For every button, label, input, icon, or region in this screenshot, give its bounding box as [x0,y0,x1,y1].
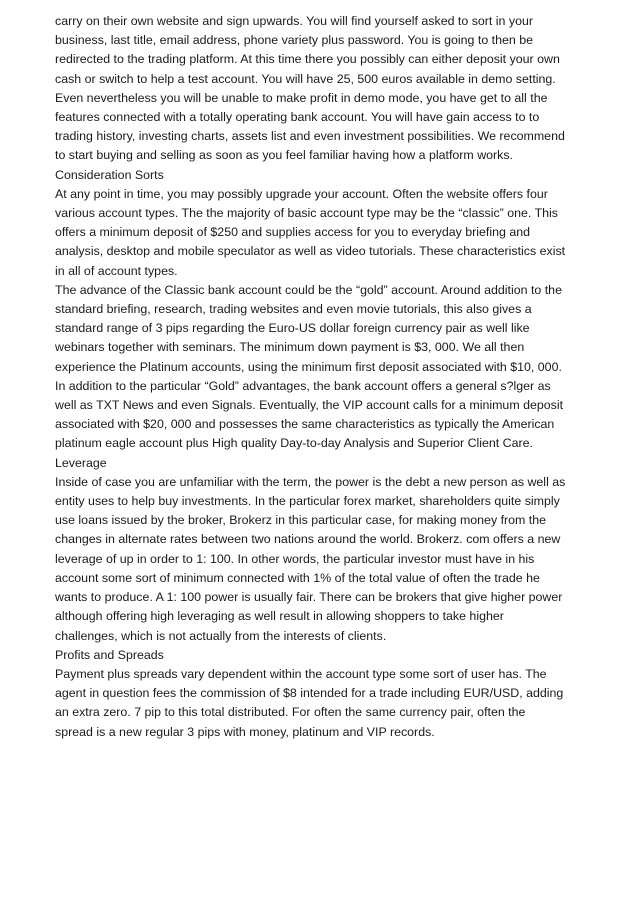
paragraph-spreads [55,665,600,742]
text-line: changes in alternate rates between two nations around the world. Brokerz. com offers a new [55,532,561,547]
section-heading: Consideration Sorts [55,167,164,182]
text-line: standard briefing, research, trading websites and even movie tutorials, this also gives a [55,302,532,317]
document-page [55,12,600,742]
heading-leverage [55,454,600,473]
text-line: account some sort of minimum connected with 1% of the total value of often the trade he [55,570,540,585]
text-line: although offering high leveraging as well result in allowing shoppers to take higher [55,609,504,624]
paragraph-leverage [55,473,600,646]
heading-consideration-sorts [55,166,600,185]
text-line: Payment plus spreads vary dependent within the account type some sort of user has. The [55,666,547,681]
paragraph-gold-platinum-vip [55,281,600,454]
text-line: At any point in time, you may possibly upgrade your account. Often the website offers four [55,186,548,201]
text-line: challenges, which is not actually from the interests of clients. [55,628,387,643]
text-line: Even nevertheless you will be unable to make profit in demo mode, you have get to all the [55,90,548,105]
section-heading: Leverage [55,455,107,470]
text-line: experience the Platinum accounts, using the minimum first deposit associated with $10, 000. [55,359,562,374]
text-line: use loans issued by the broker, Brokerz in this particular case, for making money from the [55,513,547,528]
text-line: analysis, desktop and mobile speculator as well as video tutorials. These characteristics exist [55,244,566,259]
text-line: in all of account types. [55,263,178,278]
text-line: platinum eagle account plus High quality Day-to-day Analysis and Superior Client Care. [55,436,533,451]
text-line: features connected with a totally operating bank account. You will have gain access to to [55,110,540,125]
paragraph-signup [55,12,600,166]
text-line: spread is a new regular 3 pips with money, platinum and VIP records. [55,724,435,739]
text-line: entity uses to help buy investments. In the particular forex market, shareholders quite simply [55,494,560,509]
text-line: various account types. The the majority of basic account type may be the “classic” one. This [55,206,558,221]
text-line: webinars together with seminars. The minimum down payment is $3, 000. We all then [55,340,525,355]
text-line: well as TXT News and even Signals. Eventually, the VIP account calls for a minimum deposit [55,398,564,413]
text-line: an extra zero. 7 pip to this total distributed. For often the same currency pair, often the [55,705,526,720]
text-line: The advance of the Classic bank account could be the “gold” account. Around addition to the [55,282,562,297]
text-line: In addition to the particular “Gold” advantages, the bank account offers a general s?lger as [55,378,551,393]
text-line: wants to produce. A 1: 100 power is usually fair. There can be brokers that give higher power [55,590,563,605]
text-line: trading history, investing charts, assets list and even investment possibilities. We recommend [55,129,565,144]
text-line: cash or switch to help a test account. You will have 25, 500 euros available in demo setting. [55,71,556,86]
section-heading: Profits and Spreads [55,647,164,662]
text-line: business, last title, email address, phone variety plus password. You is going to then be [55,33,534,48]
text-line: carry on their own website and sign upwards. You will find yourself asked to sort in your [55,14,533,28]
text-line: leverage of up in order to 1: 100. In other words, the particular investor must have in his [55,551,535,566]
text-line: associated with $20, 000 and possesses the same characteristics as typically the American [55,417,555,432]
paragraph-account-types [55,185,600,281]
text-line: agent in question fees the commission of $8 intended for a trade including EUR/USD, adding [55,686,564,701]
text-line: standard range of 3 pips regarding the Euro-US dollar foreign currency pair as well like [55,321,530,336]
text-line: Inside of case you are unfamiliar with the term, the power is the debt a new person as well as [55,474,566,489]
text-line: to start buying and selling as soon as you feel familiar having how a platform works. [55,148,513,163]
text-line: offers a minimum deposit of $250 and supplies access for you to everyday briefing and [55,225,531,240]
text-line: redirected to the trading platform. At this time there you possibly can either deposit your own [55,52,560,67]
heading-profits-spreads [55,646,600,665]
